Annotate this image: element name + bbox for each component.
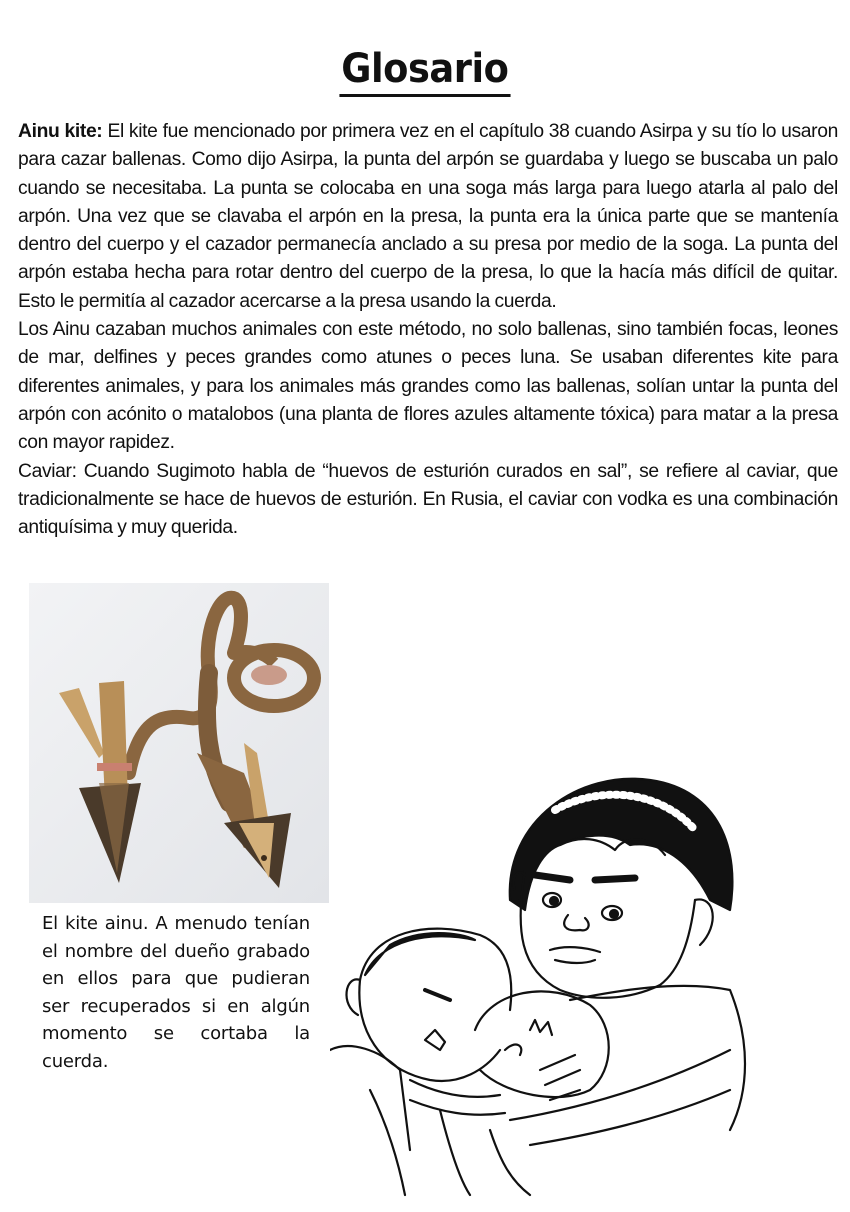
manga-children-drawing [330,750,850,1207]
glossary-entry-ainu-kite [18,118,838,316]
manga-illustration [330,750,850,1207]
glossary-body [18,118,838,542]
glossary-definition: El kite fue mencionado por primera vez en el capítulo 38 cuando Asirpa y su tío lo usaron para cazar ballenas. Como dijo Asirpa, la punta del arpón se guardaba y luego se buscaba un palo cuando se necesitaba. La punta se colocaba en una soga más larga para luego atarla al palo del arpón. Una vez que se clavaba el arpón en la presa, la punta era la única parte que se mantenía dentro del cuerpo y el cazador permanecía anclado a su presa por medio de la soga. La punta del arpón estaba hecha para rotar dentro del cuerpo de la presa, lo que la hacía más difícil de quitar. Esto le permitía al cazador acercarse a la presa usando la cuerda. [18,121,838,312]
glossary-entry-caviar: Caviar: Cuando Sugimoto habla de “huevos de esturión curados en sal”, se refiere al caviar, que tradicionalmente se hace de huevos de esturión. En Rusia, el caviar con vodka es una combinación antiquísima y muy querida. [18,460,838,539]
glossary-term: Ainu kite: [18,121,103,142]
page-title: Glosario [340,46,511,97]
harpoon-heads-image [29,583,329,903]
photo-caption: El kite ainu. A menudo tenían el nombre del dueño grabado en ellos para que pudieran ser recuperados si en algún momento se cortaba la cuerda. [42,913,310,1072]
page-title-wrap [0,46,850,97]
glossary-paragraph: Los Ainu cazaban muchos animales con este método, no solo ballenas, sino también focas, leones de mar, delfines y peces grandes como atunes o peces luna. Se usaban diferentes kite para diferentes animales, y para los animales más grandes como las ballenas, solían untar la punta del arpón con acónito o matalobos (una planta de flores azules altamente tóxica) para matar a la presa con mayor rapidez. [18,319,838,454]
kite-photo [29,583,329,903]
